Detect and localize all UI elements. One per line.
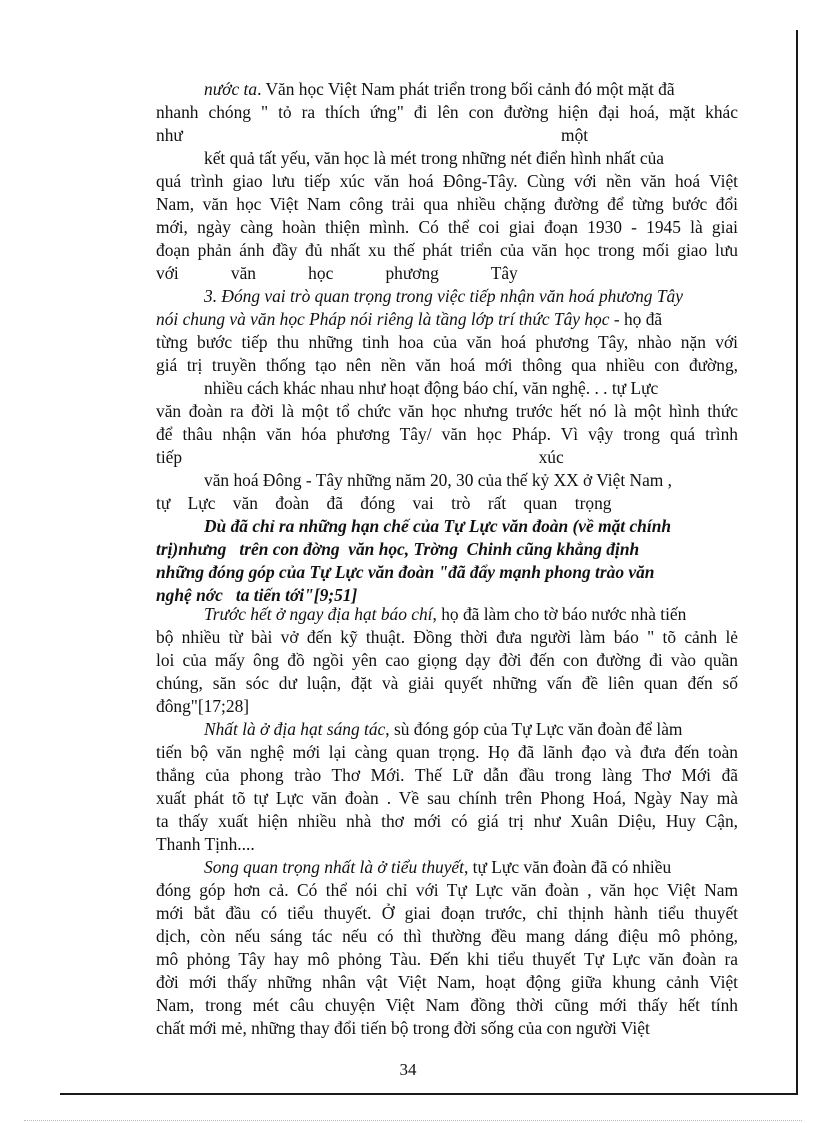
text-line: Nam, trong mét câu chuyện Việt Nam đồng thời cũng mới thấy hết tính bbox=[156, 995, 738, 1015]
text-line: 3. Đóng vai trò quan trọng trong việc tiếp nhận văn hoá phương Tây bbox=[204, 286, 683, 306]
text-line: chất mới mẻ, những thay đổi tiến bộ trong đời sống của con người Việt bbox=[156, 1018, 650, 1038]
text-line: văn hoá Đông - Tây những năm 20, 30 của thế kỷ XX ở Việt Nam , bbox=[204, 470, 673, 490]
text-line: kết quả tất yếu, văn học là mét trong những nét điển hình nhất của bbox=[204, 148, 665, 168]
text-line: xuất phát tõ tự Lực văn đoàn . Về sau chính trên Phong Hoá, Ngày Nay mà bbox=[156, 788, 738, 808]
text-line: đoạn phản ánh đầy đủ nhất xu thế phát triển của văn học trong mối giao lưu bbox=[156, 240, 738, 260]
text-line: văn đoàn ra đời là một tổ chức văn học nhưng trước hết nó là một hình thức bbox=[156, 401, 738, 421]
text-line: Dù đã chỉ ra những hạn chế của Tự Lực văn đoàn (về mặt chính bbox=[204, 516, 672, 536]
text-line: Nhất là ở địa hạt sáng tác, sù đóng góp của Tự Lực văn đoàn để làm bbox=[204, 719, 683, 739]
text-line: loi của mấy ông đồ ngồi yên cao giọng dạy đời đến con đường đi vào quần bbox=[156, 650, 738, 670]
text-line: đời mới thấy những nhân vật Việt Nam, hoạt động giữa khung cảnh Việt bbox=[156, 972, 738, 992]
text-line: Nam, văn học Việt Nam công trải qua nhiều chặng đường để từng bước đổi bbox=[156, 194, 738, 214]
text-line: với văn học phương Tây bbox=[156, 263, 518, 283]
text-line: tiến bộ văn nghệ mới lại càng quan trọng. Họ đã lãnh đạo và đưa đến toàn bbox=[156, 742, 738, 762]
text-line: giá trị truyền thống tạo nên nền văn hoá mới thông qua nhiều con đường, bbox=[156, 355, 738, 375]
text-line: để thâu nhận văn hóa phương Tây/ văn học Pháp. Vì vậy trong quá trình bbox=[156, 424, 738, 444]
text-line: mới bắt đầu có tiểu thuyết. Ở giai đoạn trước, chỉ thịnh hành tiểu thuyết bbox=[156, 903, 738, 923]
text-line: chúng, săn sóc dư luận, đặt và giải quyết những vấn đề liên quan đến số bbox=[156, 673, 738, 693]
text-line: trị)nhưng trên con đờng văn học, Trờng Chinh cũng khẳng định bbox=[156, 539, 640, 559]
text-line: nghệ nớc ta tiến tới"[9;51] bbox=[156, 585, 358, 605]
text-line: Song quan trọng nhất là ở tiểu thuyết, tự Lực văn đoàn đã có nhiều bbox=[204, 857, 672, 877]
text-line: dịch, còn nếu sáng tác nếu có thì thường đều mang dáng điệu mô phỏng, bbox=[156, 926, 738, 946]
text-line: nước ta. Văn học Việt Nam phát triển trong bối cảnh đó một mặt đã bbox=[204, 79, 675, 99]
text-line: đông"[17;28] bbox=[156, 696, 250, 716]
text-line: tiếp xúc bbox=[156, 447, 564, 467]
text-line: những đóng góp của Tự Lực văn đoàn "đã đẩy mạnh phong trào văn bbox=[156, 562, 655, 582]
text-line: Trước hết ở ngay địa hạt báo chí, họ đã làm cho tờ báo nước nhà tiến bbox=[204, 604, 687, 624]
text-line: mô phỏng Tây hay mô phỏng Tàu. Đến khi tiểu thuyết Tự Lực văn đoàn ra bbox=[156, 949, 738, 969]
text-line: bộ nhiều từ bài vở đến kỹ thuật. Đồng thời đưa người làm báo " tõ cảnh lẻ bbox=[156, 627, 738, 647]
text-line: mới, ngày càng hoàn thiện mình. Có thể coi giai đoạn 1930 - 1945 là giai bbox=[156, 217, 738, 237]
text-line: thắng của phong trào Thơ Mới. Thế Lữ dẫn đầu trong làng Thơ Mới đã bbox=[156, 765, 738, 785]
text-line: quá trình giao lưu tiếp xúc văn hoá Đông-Tây. Cùng với nền văn hoá Việt bbox=[156, 171, 738, 191]
text-line: nói chung và văn học Pháp nói riêng là tầng lớp trí thức Tây học - họ đã bbox=[156, 309, 663, 329]
text-line: từng bước tiếp thu những tinh hoa của văn hoá phương Tây, nhào nặn với bbox=[156, 332, 738, 352]
page-edge-divider bbox=[24, 1120, 802, 1121]
text-line: ta thấy xuất hiện nhiều nhà thơ mới có giá trị như Xuân Diệu, Huy Cận, bbox=[156, 811, 738, 831]
text-line: như một bbox=[156, 125, 589, 145]
text-line: nhiều cách khác nhau như hoạt động báo chí, văn nghệ. . . tự Lực bbox=[204, 378, 659, 398]
text-line: Thanh Tịnh.... bbox=[156, 834, 255, 854]
text-line: nhanh chóng " tỏ ra thích ứng" đi lên con đường hiện đại hoá, mặt khác bbox=[156, 102, 738, 122]
page-number: 34 bbox=[399, 1060, 417, 1079]
text-line: đóng góp hơn cả. Có thể nói chỉ với Tự Lực văn đoàn , văn học Việt Nam bbox=[156, 880, 738, 900]
text-line: tự Lực văn đoàn đã đóng vai trò rất quan trọng bbox=[156, 493, 612, 513]
